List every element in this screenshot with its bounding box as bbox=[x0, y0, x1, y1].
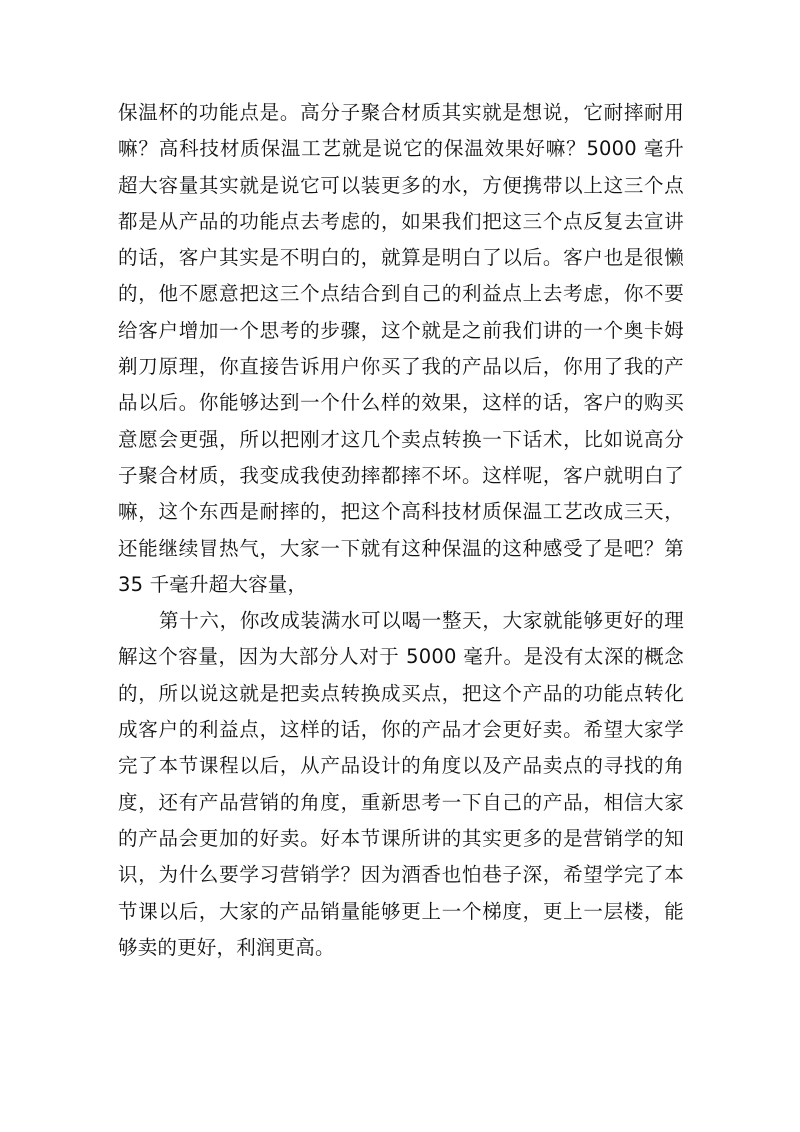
document-body bbox=[118, 95, 684, 966]
paragraph-2: 第十六，你改成装满水可以喝一整天，大家就能够更好的理解这个容量，因为大部分人对于 5000 毫升。是没有太深的概念的，所以说这就是把卖点转换成买点，把这个产品的功能点转化成客户的利益点，这样的话，你的产品才会更好卖。希望大家学完了本节课程以后，从产品设计的角度以及产品卖点的寻找的角度，还有产品营销的角度，重新思考一下自己的产品，相信大家的产品会更加的好卖。好本节课所讲的其实更多的是营销学的知识，为什么要学习营销学？因为酒香也怕巷子深，希望学完了本节课以后，大家的产品销量能够更上一个梯度，更上一层楼，能够卖的更好，利润更高。 bbox=[118, 609, 684, 959]
paragraph-1: 保温杯的功能点是。高分子聚合材质其实就是想说，它耐摔耐用嘛？高科技材质保温工艺就是说它的保温效果好嘛？5000 毫升超大容量其实就是说它可以装更多的水，方便携带以上这三个点都是从产品的功能点去考虑的，如果我们把这三个点反复去宣讲的话，客户其实是不明白的，就算是明白了以后。客户也是很懒的，他不愿意把这三个点结合到自己的利益点上去考虑，你不要给客户增加一个思考的步骤，这个就是之前我们讲的一个奥卡姆剃刀原理，你直接告诉用户你买了我的产品以后，你用了我的产品以后。你能够达到一个什么样的效果，这样的话，客户的购买意愿会更强，所以把刚才这几个卖点转换一下话术，比如说高分子聚合材质，我变成我使劲摔都摔不坏。这样呢，客户就明白了嘛，这个东西是耐摔的，把这个高科技材质保温工艺改成三天，还能继续冒热气，大家一下就有这种保温的这种感受了是吧？第 35 千毫升超大容量， bbox=[118, 101, 684, 596]
